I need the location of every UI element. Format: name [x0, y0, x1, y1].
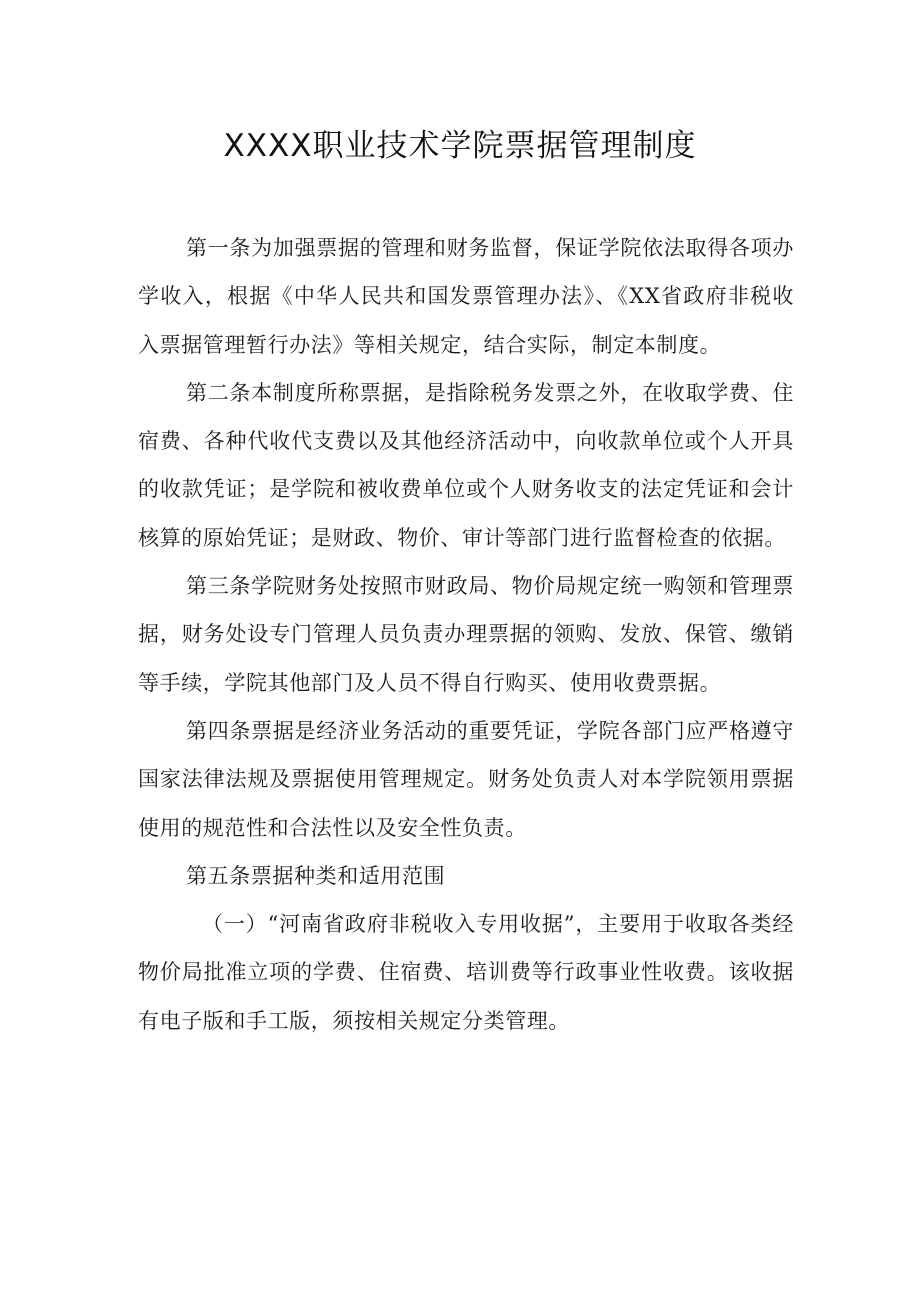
article-2-text: 本制度所称票据，是指除税务发票之外，在收取学费、住宿费、各种代收代支费以及其他经济活动中，向收款单位或个人开具的收款凭证；是学院和被收费单位或个人财务收支的法定凭证和会计核算的原始凭证；是财政、物价、审计等部门进行监督检查的依据。 [138, 380, 794, 550]
article-5-item-1-text: （一）“河南省政府非税收入专用收据”，主要用于收取各类经物价局批准立项的学费、住宿费、培训费等行政事业性收费。该收据有电子版和手工版，须按相关规定分类管理。 [138, 912, 794, 1033]
article-1-lead: 第一条 [186, 236, 252, 260]
article-5-lead: 第五条 [186, 863, 251, 888]
article-3 [138, 562, 794, 707]
article-4-lead: 第四条 [186, 718, 252, 743]
article-2 [138, 369, 794, 562]
article-5-item-1 [138, 900, 794, 1045]
article-3-text: 学院财务处按照市财政局、物价局规定统一购领和管理票据，财务处设专门管理人员负责办理票据的领购、发放、保管、缴销等手续，学院其他部门及人员不得自行购买、使用收费票据。 [138, 574, 794, 695]
article-4-text: 票据是经济业务活动的重要凭证，学院各部门应严格遵守国家法律法规及票据使用管理规定。财务处负责人对本学院领用票据使用的规范性和合法性以及安全性负责。 [138, 718, 794, 840]
article-1 [138, 224, 794, 369]
document-body [138, 224, 794, 1045]
article-5-text: 票据种类和适用范围 [250, 863, 446, 888]
article-5 [138, 852, 794, 900]
article-2-lead: 第二条 [186, 380, 252, 405]
article-4 [138, 707, 794, 852]
document-title: XXXX职业技术学院票据管理制度 [223, 128, 697, 164]
article-1-text: 为加强票据的管理和财务监督，保证学院依法取得各项办学收入，根据《中华人民共和国发票管理办法》、《XX省政府非税收入票据管理暂行办法》等相关规定，结合实际，制定本制度。 [138, 236, 794, 357]
article-3-lead: 第三条 [186, 574, 252, 599]
